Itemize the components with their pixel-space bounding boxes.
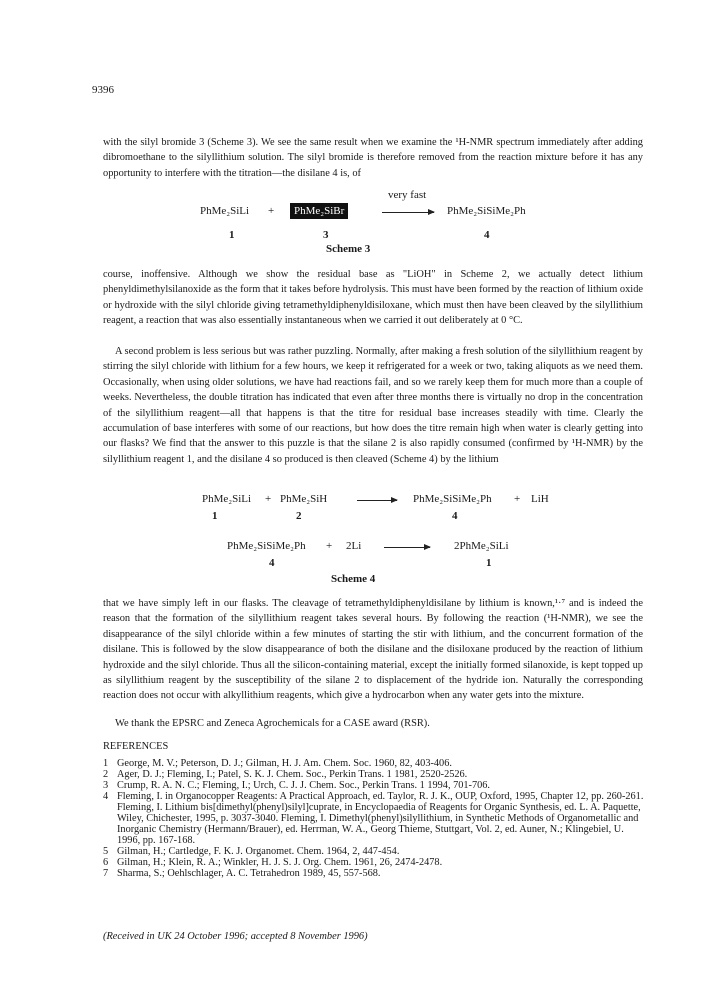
scheme4-row1-label-2: 2: [296, 510, 302, 522]
scheme3-arrow: [382, 212, 434, 213]
reference-text: Gilman, H.; Klein, R. A.; Winkler, H. J. S. J. Org. Chem. 1961, 26, 2474-2478.: [117, 857, 443, 868]
reference-item: [103, 857, 648, 868]
scheme3-label-4: 4: [484, 229, 490, 241]
reference-text: Fleming, I. in Organocopper Reagents: A Practical Approach, ed. Taylor, R. J. K., OUP, Oxford, 1995, Chapter 12, pp. 260-261. Fleming, I. Lithium bis[dimethyl(phenyl)silyl]cuprate, in Encyclopaedia of Reagents for Organic Synthesis, ed. L. A. Paquette, Wiley, Chichester, 1995, p. 3037-3040. Fleming, I. Dimethyl(phenyl)silyllithium, in Synthetic Methods of Organometallic and Inorganic Chemistry (Hermann/Brauer), ed. Herrman, W. A., Georg Thieme, Stuttgart, Vol. 2, ed. Auner, N.; Klingebiel, U. 1996, pp. 167-168.: [117, 791, 644, 846]
scheme4-row2-product: 2PhMe₂SiLi: [454, 540, 509, 552]
received-note: (Received in UK 24 October 1996; accepted 8 November 1996): [103, 931, 368, 942]
reference-number: 1: [103, 758, 109, 769]
scheme4-row1-arrow: [357, 500, 397, 501]
reference-number: 6: [103, 857, 109, 868]
page-number: 9396: [92, 84, 114, 96]
scheme3-label-3: 3: [323, 229, 329, 241]
references-heading: REFERENCES: [103, 741, 169, 752]
reference-item: [103, 758, 648, 769]
reference-number: 4: [103, 791, 109, 802]
scheme3-reactant-1: PhMe₂SiLi: [200, 205, 250, 217]
scheme4-row1-plus-1: +: [265, 493, 272, 505]
paragraph-2: course, inoffensive. Although we show the residual base as "LiOH" in Scheme 2, we actually detect lithium phenyldimethylsilanoxide as the form that it takes before hydrolysis. This must have been formed by the reaction of lithium oxide or hydroxide with the silyl chloride giving tetramethyldiphenyldisiloxane, which must then have been cleaved by the silyllithium reagent, a reaction that was also essentially instantaneous when we carried it out deliberately at 0 °C.: [103, 269, 643, 327]
scheme4-row1-label-4: 4: [452, 510, 458, 522]
reference-text: Crump, R. A. N. C.; Fleming, I.; Urch, C. J. J. Chem. Soc., Perkin Trans. 1 1994, 701-706.: [117, 780, 490, 791]
reference-text: Sharma, S.; Oehlschlager, A. C. Tetrahedron 1989, 45, 557-568.: [117, 868, 381, 879]
scheme3-caption: Scheme 3: [326, 243, 371, 255]
reference-text: Ager, D. J.; Fleming, I.; Patel, S. K. J. Chem. Soc., Perkin Trans. 1 1981, 2520-2526.: [117, 769, 468, 780]
scheme3-label-1: 1: [229, 229, 235, 241]
scheme3-reactant-2-highlighted: PhMe₂SiBr: [290, 203, 348, 219]
scheme4-row1-reactant-1: PhMe₂SiLi: [202, 493, 252, 505]
scheme4-row1-plus-2: +: [514, 493, 521, 505]
reference-item: [103, 791, 648, 846]
scheme4-row2-label-1: 1: [486, 557, 492, 569]
scheme3-plus: +: [268, 205, 275, 217]
references-list: [103, 758, 648, 879]
reference-item: [103, 769, 648, 780]
reference-item: [103, 780, 648, 791]
reference-text: George, M. V.; Peterson, D. J.; Gilman, H. J. Am. Chem. Soc. 1960, 82, 403-406.: [117, 758, 452, 769]
scheme4-row1-product-2: LiH: [531, 493, 549, 505]
scheme4-row1-product-1: PhMe₂SiSiMe₂Ph: [413, 493, 492, 505]
scheme4-row2-plus: +: [326, 540, 333, 552]
scheme4-row2-reactant-1: PhMe₂SiSiMe₂Ph: [227, 540, 306, 552]
reference-number: 2: [103, 769, 109, 780]
scheme3-condition: very fast: [388, 189, 427, 201]
reference-number: 3: [103, 780, 109, 791]
scheme3-product: PhMe₂SiSiMe₂Ph: [447, 205, 526, 217]
paragraph-1: with the silyl bromide 3 (Scheme 3). We see the same result when we examine the ¹H-NMR spectrum immediately after adding dibromoethane to the silyllithium solution. The silyl bromide is therefore removed from the reaction mixture before it has any opportunity to interfere with the titration—the disilane 4 is, of: [103, 137, 643, 179]
reference-number: 7: [103, 868, 109, 879]
scheme4-row1-label-1: 1: [212, 510, 218, 522]
scheme4-row2-arrow: [384, 547, 430, 548]
reference-number: 5: [103, 846, 109, 857]
reference-text: Gilman, H.; Cartledge, F. K. J. Organomet. Chem. 1964, 2, 447-454.: [117, 846, 400, 857]
paragraph-5: We thank the EPSRC and Zeneca Agrochemicals for a CASE award (RSR).: [115, 718, 430, 729]
reference-item: [103, 868, 648, 879]
paragraph-4: that we have simply left in our flasks. The cleavage of tetramethyldiphenyldisilane by lithium is known,¹·⁷ and is indeed the reason that the formation of the silyllithium reagent takes several hours. By following the reaction (¹H-NMR), we see the disappearance of the silyl chloride within a few minutes of starting the stir with lithium, and the concurrent formation of the disilane. This is followed by the slow disappearance of both the disilane and the disiloxane produced by the reaction of lithium hydroxide and the silyl chloride. Thus all the silicon-containing material, except the initially formed silanoxide, is kept topped up as silyllithium reagent by the susceptibility of the silane 2 to displacement of the hydride ion. Naturally the corresponding reaction does not occur with alkyllithium reagents, which give a hydrocarbon when any water gets into the mixture.: [103, 598, 643, 702]
scheme4-row1-reactant-2: PhMe₂SiH: [280, 493, 328, 505]
scheme4-caption: Scheme 4: [331, 573, 376, 585]
reference-item: [103, 846, 648, 857]
paragraph-3: A second problem is less serious but was rather puzzling. Normally, after making a fresh solution of the silyllithium reagent by stirring the silyl chloride with lithium for a few hours, we keep it refrigerated for a week or two, taking aliquots as we need them. Occasionally, when using older solutions, we have had reactions fail, and so we rarely keep them for much more than a couple of weeks. Nevertheless, the double titration has indicated that even after three months there is virtually no drop in the concentration of the silyllithium reagent—all that happens is that the titre for residual base increases steadily with time. Clearly the accumulation of base interferes with some of our reactions, but how does the titre remain high when water is clearly getting into our flasks? We find that the answer to this puzzle is that the silane 2 is also rapidly consumed (confirmed by ¹H-NMR) by the silyllithium reagent 1, and the disilane 4 so produced is then cleaved (Scheme 4) by the lithium: [103, 346, 643, 465]
scheme4-row2-reactant-2: 2Li: [346, 540, 362, 552]
scheme4-row2-label-4: 4: [269, 557, 275, 569]
